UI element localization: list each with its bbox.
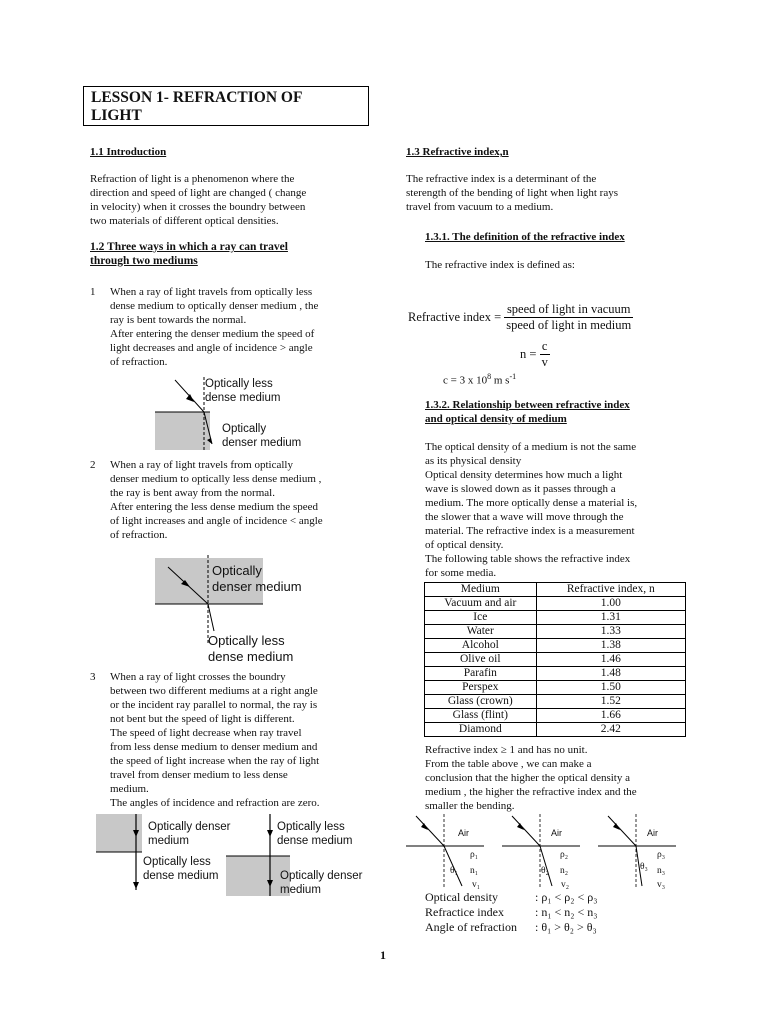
table-cell: 1.52 bbox=[536, 695, 685, 709]
incident-ray bbox=[416, 816, 444, 846]
text-line: Refractive index ≥ 1 and has no unit. bbox=[425, 744, 588, 756]
text-line: the ray is bent away from the normal. bbox=[110, 487, 275, 499]
summary-label: Angle of refraction bbox=[425, 920, 517, 934]
summary-label: Optical density bbox=[425, 890, 498, 904]
refracted-ray bbox=[208, 604, 214, 631]
intro-paragraph bbox=[90, 172, 380, 228]
item-1-number: 1 bbox=[90, 286, 96, 298]
n2-label: n₂ bbox=[560, 866, 569, 876]
table-header: Medium bbox=[425, 583, 537, 597]
arrow-head bbox=[421, 823, 428, 830]
incident-ray bbox=[608, 816, 636, 846]
air-label: Air bbox=[551, 828, 562, 838]
table-cell: Ice bbox=[425, 611, 537, 625]
table-cell: 1.33 bbox=[536, 625, 685, 639]
n3-label: n₃ bbox=[657, 866, 666, 876]
relationship-heading bbox=[425, 398, 630, 426]
text-line: for some media. bbox=[425, 567, 497, 579]
text-line: dense medium to optically denser medium , the bbox=[110, 300, 319, 312]
text-line: smaller the bending. bbox=[425, 800, 515, 812]
text-line: After entering the less dense medium the speed bbox=[110, 501, 319, 513]
theta3-label: θ₃ bbox=[640, 862, 648, 872]
text-line: of light increases and angle of incidence < angle bbox=[110, 515, 323, 527]
diagram3b-label-bottom bbox=[280, 869, 362, 897]
text-line: ray is bent towards the normal. bbox=[110, 314, 247, 326]
text-line: The speed of light decrease when ray travel bbox=[110, 727, 302, 739]
ways-heading-line-2: through two mediums bbox=[90, 255, 198, 267]
text-line: the slower that a wave will move through the bbox=[425, 511, 624, 523]
v2-label: v₂ bbox=[561, 880, 570, 890]
item-3-number: 3 bbox=[90, 671, 96, 683]
definition-heading: 1.3.1. The definition of the refractive index bbox=[425, 231, 625, 243]
text-line: or the incident ray parallel to normal, the ray is bbox=[110, 699, 318, 711]
n1-label: n₁ bbox=[470, 866, 479, 876]
table-cell: 2.42 bbox=[536, 723, 685, 737]
label-line: Optically less bbox=[277, 821, 345, 833]
table-cell: 1.66 bbox=[536, 709, 685, 723]
item-3-text bbox=[110, 670, 390, 810]
refractive-paragraph bbox=[406, 172, 696, 214]
incident-ray bbox=[512, 816, 540, 846]
text-line: When a ray of light crosses the boundry bbox=[110, 671, 286, 683]
relationship-paragraph bbox=[425, 440, 705, 580]
table-cell: 1.50 bbox=[536, 681, 685, 695]
text-line: travel from denser medium to less dense bbox=[110, 769, 288, 781]
table-row bbox=[425, 667, 686, 681]
summary-row bbox=[425, 920, 597, 935]
summary-value: : θ₁ > θ₂ > θ₃ bbox=[535, 920, 597, 934]
text-line: in velocity) when it crosses the boundry between bbox=[90, 201, 306, 213]
label-line: denser medium bbox=[222, 437, 302, 449]
text-line: medium. The more optically dense a material is, bbox=[425, 497, 638, 509]
formula-fraction bbox=[504, 302, 633, 333]
table-header-row bbox=[425, 583, 686, 597]
label-line: Optically bbox=[212, 563, 262, 578]
label-line: Optically denser bbox=[148, 821, 231, 833]
table-row bbox=[425, 695, 686, 709]
c-value: c = 3 x 10 bbox=[443, 374, 488, 387]
table-row bbox=[425, 639, 686, 653]
summary-row bbox=[425, 905, 597, 920]
table-row bbox=[425, 597, 686, 611]
table-row bbox=[425, 723, 686, 737]
v3-label: v₃ bbox=[657, 880, 666, 890]
ways-heading bbox=[90, 240, 288, 268]
summary-value: : n₁ < n₂ < n₃ bbox=[535, 905, 598, 919]
table-cell: Vacuum and air bbox=[425, 597, 537, 611]
table-row bbox=[425, 653, 686, 667]
table-cell: Glass (flint) bbox=[425, 709, 537, 723]
formula-denominator: speed of light in medium bbox=[506, 318, 632, 332]
text-line: the speed of light increase when the ray of light bbox=[110, 755, 320, 767]
theta2-label: θ₂ bbox=[541, 866, 549, 876]
table-cell: Perspex bbox=[425, 681, 537, 695]
text-line: sterength of the bending of light when light rays bbox=[406, 187, 619, 199]
c-unit: m s bbox=[491, 374, 510, 387]
text-line: conclusion that the higher the optical density a bbox=[425, 772, 630, 784]
text-line: The angles of incidence and refraction are zero. bbox=[110, 797, 320, 809]
diagram3a-label-top bbox=[148, 820, 230, 848]
c-unit-exponent: -1 bbox=[509, 372, 517, 381]
text-line: as its physical density bbox=[425, 455, 522, 467]
item-2-text bbox=[110, 458, 385, 542]
theta1-label: θ₁ bbox=[450, 866, 458, 876]
label-line: Optically bbox=[222, 423, 267, 435]
text-line: Refraction of light is a phenomenon where the bbox=[90, 173, 295, 185]
arrow-head bbox=[186, 394, 194, 402]
rho3-label: ρ₃ bbox=[657, 850, 666, 860]
table-cell: 1.48 bbox=[536, 667, 685, 681]
air-label: Air bbox=[647, 828, 658, 838]
table-cell: Parafin bbox=[425, 667, 537, 681]
text-line: of optical density. bbox=[425, 539, 504, 551]
diagram3a-label-bottom bbox=[143, 855, 218, 883]
text-line: medium. bbox=[110, 783, 149, 795]
summary-row bbox=[425, 890, 597, 905]
relationship-heading-line-2: and optical density of medium bbox=[425, 413, 567, 425]
rho1-label: ρ₁ bbox=[470, 850, 479, 860]
arrow-head bbox=[517, 823, 524, 830]
text-line: not bent but the speed of light is different. bbox=[110, 713, 295, 725]
speed-of-light-value bbox=[443, 370, 516, 388]
text-line: After entering the denser medium the speed of bbox=[110, 328, 315, 340]
label-line: denser medium bbox=[212, 579, 302, 594]
conclusion-paragraph bbox=[425, 743, 710, 813]
item-1-text bbox=[110, 285, 385, 369]
arrow-head bbox=[267, 830, 273, 837]
text-line: Optical density determines how much a light bbox=[425, 469, 623, 481]
table-row bbox=[425, 709, 686, 723]
text-line: material. The refractive index is a measurement bbox=[425, 525, 635, 537]
ways-heading-line-1: 1.2 Three ways in which a ray can travel bbox=[90, 241, 288, 253]
page-number: 1 bbox=[380, 948, 386, 962]
text-line: From the table above , we can make a bbox=[425, 758, 592, 770]
text-line: two materials of different optical densities. bbox=[90, 215, 279, 227]
diagram2-label-top bbox=[212, 563, 302, 595]
n-left: n = bbox=[520, 347, 537, 361]
item-2-number: 2 bbox=[90, 459, 96, 471]
intro-heading: 1.1 Introduction bbox=[90, 146, 167, 158]
denser-medium-block bbox=[155, 412, 210, 450]
arrow-head bbox=[133, 882, 139, 889]
n-numerator: c bbox=[540, 339, 550, 355]
diagram2-label-bottom bbox=[208, 633, 293, 665]
title-line-1: LESSON 1- REFRACTION OF bbox=[91, 89, 303, 106]
c-exponent: 8 bbox=[487, 372, 492, 381]
arrow-head bbox=[613, 823, 620, 830]
label-line: Optically less bbox=[208, 633, 285, 648]
text-line: The refractive index is a determinant of the bbox=[406, 173, 597, 185]
table-cell: Alcohol bbox=[425, 639, 537, 653]
text-line: The following table shows the refractive index bbox=[425, 553, 631, 565]
relationship-heading-line-1: 1.3.2. Relationship between refractive index bbox=[425, 399, 630, 411]
diagram1-label-top bbox=[205, 377, 280, 405]
summary-label: Refractice index bbox=[425, 905, 504, 919]
rho2-label: ρ₂ bbox=[560, 850, 569, 860]
text-line: of refraction. bbox=[110, 529, 168, 541]
refractive-index-formula bbox=[408, 302, 633, 333]
text-line: When a ray of light travels from optically bbox=[110, 459, 293, 471]
refraction-comparison-diagram bbox=[404, 810, 694, 892]
table-cell: Olive oil bbox=[425, 653, 537, 667]
text-line: direction and speed of light are changed ( change bbox=[90, 187, 307, 199]
text-line: medium , the higher the refractive index and the bbox=[425, 786, 637, 798]
definition-text: The refractive index is defined as: bbox=[425, 259, 575, 271]
label-line: Optically less bbox=[205, 378, 273, 390]
summary-value: : ρ₁ < ρ₂ < ρ₃ bbox=[535, 890, 598, 904]
refractive-heading: 1.3 Refractive index,n bbox=[406, 146, 509, 158]
label-line: dense medium bbox=[205, 392, 281, 404]
text-line: from less dense medium to denser medium and bbox=[110, 741, 318, 753]
text-line: between two different mediums at a right angle bbox=[110, 685, 318, 697]
text-line: light decreases and angle of incidence > angle bbox=[110, 342, 313, 354]
v1-label: v₁ bbox=[472, 880, 481, 890]
label-line: dense medium bbox=[208, 649, 294, 664]
lesson-title bbox=[83, 86, 369, 126]
table-row bbox=[425, 611, 686, 625]
text-line: When a ray of light travels from optically less bbox=[110, 286, 313, 298]
table-cell: 1.38 bbox=[536, 639, 685, 653]
label-line: Optically less bbox=[143, 856, 211, 868]
n-denominator: v bbox=[541, 355, 548, 369]
air-label: Air bbox=[458, 828, 469, 838]
formula-left: Refractive index = bbox=[408, 310, 502, 324]
label-line: medium bbox=[280, 884, 321, 896]
table-row bbox=[425, 681, 686, 695]
title-line-2: LIGHT bbox=[91, 107, 142, 124]
diagram1-label-bottom bbox=[222, 422, 301, 450]
n-formula bbox=[520, 339, 550, 370]
summary-list bbox=[425, 890, 597, 935]
label-line: dense medium bbox=[277, 835, 353, 847]
table-cell: Glass (crown) bbox=[425, 695, 537, 709]
table-row bbox=[425, 625, 686, 639]
text-line: of refraction. bbox=[110, 356, 168, 368]
table-header: Refractive index, n bbox=[536, 583, 685, 597]
formula-numerator: speed of light in vacuum bbox=[504, 302, 633, 318]
n-fraction bbox=[540, 339, 550, 370]
text-line: denser medium to optically less dense medium , bbox=[110, 473, 322, 485]
text-line: The optical density of a medium is not the same bbox=[425, 441, 637, 453]
label-line: Optically denser bbox=[280, 870, 363, 882]
table-cell: 1.31 bbox=[536, 611, 685, 625]
diagram3b-label-top bbox=[277, 820, 352, 848]
table-cell: 1.00 bbox=[536, 597, 685, 611]
table-cell: 1.46 bbox=[536, 653, 685, 667]
refractive-index-table bbox=[424, 582, 686, 737]
table-cell: Water bbox=[425, 625, 537, 639]
label-line: medium bbox=[148, 835, 189, 847]
refraction-panel-2 bbox=[502, 814, 580, 888]
table-cell: Diamond bbox=[425, 723, 537, 737]
text-line: travel from vacuum to a medium. bbox=[406, 201, 554, 213]
text-line: wave is slowed down as it passes through a bbox=[425, 483, 616, 495]
label-line: dense medium bbox=[143, 870, 219, 882]
